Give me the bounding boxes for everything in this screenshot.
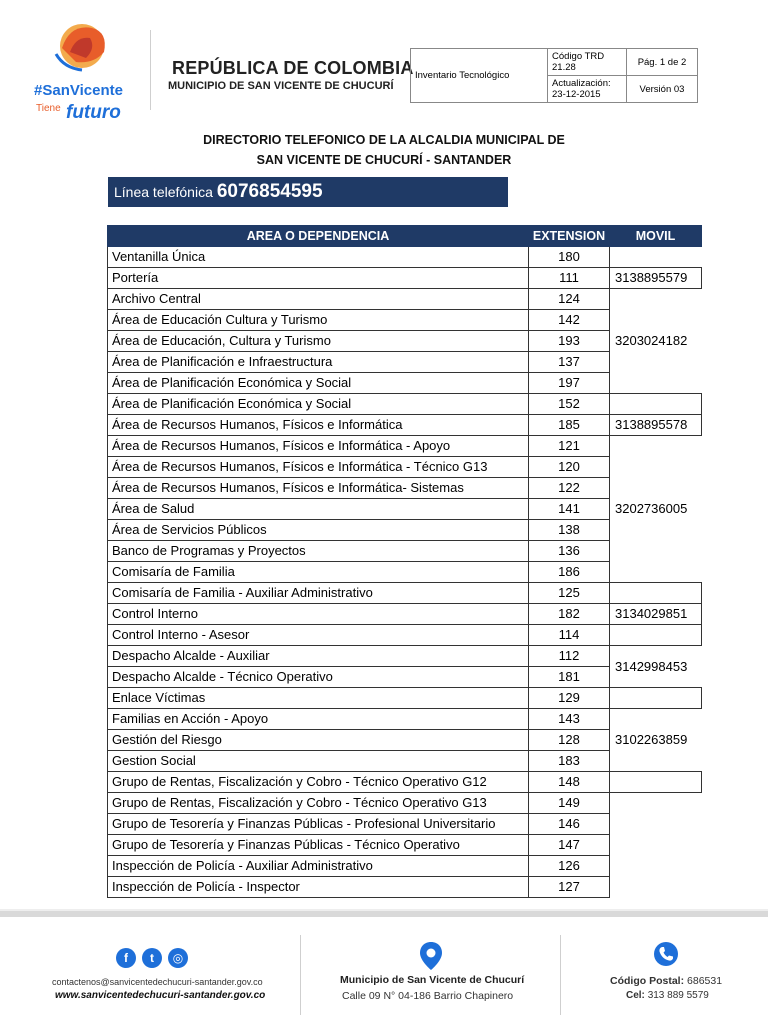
- table-row: [108, 415, 702, 436]
- area-cell: Área de Recursos Humanos, Físicos e Informática - Apoyo: [108, 436, 529, 457]
- area-cell: Control Interno: [108, 604, 529, 625]
- version-cell: Versión 03: [627, 76, 698, 103]
- table-row: [108, 247, 702, 268]
- table-row: [108, 688, 702, 709]
- table-row: [108, 436, 702, 457]
- actualizacion-cell: [548, 76, 627, 103]
- movil-cell: 3138895578: [610, 415, 702, 436]
- extension-cell: 112: [529, 646, 610, 667]
- codigo-label: Código TRD: [552, 51, 605, 62]
- inventory-cell: Inventario Tecnológico: [411, 49, 548, 103]
- municipality-subtitle: MUNICIPIO DE SAN VICENTE DE CHUCURÍ: [168, 80, 394, 92]
- logo-hashtag: #SanVicente: [34, 82, 123, 99]
- extension-cell: 114: [529, 625, 610, 646]
- table-row: [108, 793, 702, 814]
- extension-cell: 137: [529, 352, 610, 373]
- phone-line-label: Línea telefónica: [114, 184, 213, 200]
- movil-cell: [610, 772, 702, 793]
- extension-cell: 121: [529, 436, 610, 457]
- table-row: [108, 625, 702, 646]
- area-cell: Área de Servicios Públicos: [108, 520, 529, 541]
- movil-cell: 3202736005: [610, 436, 702, 583]
- table-row: [108, 583, 702, 604]
- extension-cell: 193: [529, 331, 610, 352]
- extension-cell: 143: [529, 709, 610, 730]
- table-row: [108, 772, 702, 793]
- area-cell: Grupo de Rentas, Fiscalización y Cobro - Técnico Operativo G13: [108, 793, 529, 814]
- codigo-cell: [548, 49, 627, 76]
- extension-cell: 182: [529, 604, 610, 625]
- extension-cell: 122: [529, 478, 610, 499]
- area-cell: Área de Recursos Humanos, Físicos e Informática- Sistemas: [108, 478, 529, 499]
- cel-label: Cel:: [626, 990, 645, 1001]
- area-cell: Área de Planificación Económica y Social: [108, 373, 529, 394]
- extension-cell: 148: [529, 772, 610, 793]
- actualizacion-value: 23-12-2015: [552, 89, 601, 100]
- area-cell: Enlace Víctimas: [108, 688, 529, 709]
- table-row: [108, 709, 702, 730]
- extension-cell: 141: [529, 499, 610, 520]
- extension-cell: 120: [529, 457, 610, 478]
- movil-cell: [610, 688, 702, 709]
- area-cell: Banco de Programas y Proyectos: [108, 541, 529, 562]
- table-header-row: [108, 226, 702, 247]
- movil-cell: [610, 394, 702, 415]
- extension-cell: 136: [529, 541, 610, 562]
- movil-cell: 3203024182: [610, 289, 702, 394]
- extension-cell: 149: [529, 793, 610, 814]
- extension-cell: 129: [529, 688, 610, 709]
- extension-cell: 138: [529, 520, 610, 541]
- area-cell: Control Interno - Asesor: [108, 625, 529, 646]
- extension-cell: 183: [529, 751, 610, 772]
- extension-cell: 111: [529, 268, 610, 289]
- area-cell: Portería: [108, 268, 529, 289]
- extension-cell: 186: [529, 562, 610, 583]
- republic-title: REPÚBLICA DE COLOMBIA: [172, 58, 414, 78]
- extension-cell: 127: [529, 877, 610, 898]
- facebook-icon[interactable]: f: [116, 948, 136, 968]
- area-cell: Comisaría de Familia: [108, 562, 529, 583]
- movil-cell: [610, 625, 702, 646]
- extension-cell: 185: [529, 415, 610, 436]
- table-row: [108, 394, 702, 415]
- codigo-value: 21.28: [552, 62, 576, 73]
- area-cell: Área de Planificación e Infraestructura: [108, 352, 529, 373]
- actualizacion-label: Actualización:: [552, 78, 611, 89]
- area-cell: Grupo de Rentas, Fiscalización y Cobro - Técnico Operativo G12: [108, 772, 529, 793]
- movil-cell: 3102263859: [610, 709, 702, 772]
- cell-phone: [626, 990, 709, 1001]
- cel-value: 313 889 5579: [647, 990, 709, 1001]
- area-cell: Inspección de Policía - Inspector: [108, 877, 529, 898]
- extension-cell: 142: [529, 310, 610, 331]
- extension-cell: 152: [529, 394, 610, 415]
- area-cell: Área de Educación, Cultura y Turismo: [108, 331, 529, 352]
- phone-line-number: 6076854595: [216, 181, 323, 202]
- phone-icon: [654, 942, 678, 966]
- movil-cell: 3142998453: [610, 646, 702, 688]
- area-cell: Familias en Acción - Apoyo: [108, 709, 529, 730]
- postal-code: [610, 975, 722, 987]
- extension-cell: 146: [529, 814, 610, 835]
- area-cell: Área de Salud: [108, 499, 529, 520]
- area-cell: Gestion Social: [108, 751, 529, 772]
- directory-table: [107, 225, 702, 898]
- extension-cell: 147: [529, 835, 610, 856]
- area-cell: Área de Recursos Humanos, Físicos e Informática - Técnico G13: [108, 457, 529, 478]
- table-row: [108, 604, 702, 625]
- footer-address: Calle 09 N° 04-186 Barrio Chapinero: [342, 990, 514, 1002]
- logo-tagline-b: futuro: [66, 102, 121, 123]
- area-cell: Comisaría de Familia - Auxiliar Administrativo: [108, 583, 529, 604]
- table-row: [108, 646, 702, 667]
- main-phone-bar: [108, 177, 508, 207]
- extension-cell: 197: [529, 373, 610, 394]
- table-row: [108, 268, 702, 289]
- header-movil: MOVIL: [610, 226, 702, 247]
- directory-title-line2: SAN VICENTE DE CHUCURÍ - SANTANDER: [256, 153, 512, 167]
- area-cell: Área de Planificación Económica y Social: [108, 394, 529, 415]
- extension-cell: 128: [529, 730, 610, 751]
- instagram-icon[interactable]: ◎: [168, 948, 188, 968]
- extension-cell: 181: [529, 667, 610, 688]
- area-cell: Despacho Alcalde - Técnico Operativo: [108, 667, 529, 688]
- area-cell: Área de Recursos Humanos, Físicos e Informática: [108, 415, 529, 436]
- extension-cell: 125: [529, 583, 610, 604]
- website-link[interactable]: www.sanvicentedechucuri-santander.gov.co: [55, 990, 266, 1001]
- twitter-icon[interactable]: t: [142, 948, 162, 968]
- extension-cell: 126: [529, 856, 610, 877]
- footer-divider: [560, 935, 561, 1015]
- movil-cell: [610, 247, 702, 268]
- movil-cell: 3138895579: [610, 268, 702, 289]
- logo-tagline-a: Tiene: [36, 103, 61, 114]
- area-cell: Área de Educación Cultura y Turismo: [108, 310, 529, 331]
- table-row: [108, 289, 702, 310]
- movil-cell: [610, 583, 702, 604]
- footer-divider: [300, 935, 301, 1015]
- social-links: [116, 948, 188, 968]
- contact-email[interactable]: contactenos@sanvicentedechucuri-santander.gov.co: [52, 977, 263, 987]
- municipal-logo: [30, 18, 142, 130]
- postal-label: Código Postal:: [610, 975, 685, 987]
- document-control-box: [410, 48, 698, 103]
- extension-cell: 180: [529, 247, 610, 268]
- location-pin-icon: [420, 942, 442, 975]
- header-area: AREA O DEPENDENCIA: [108, 226, 529, 247]
- area-cell: Inspección de Policía - Auxiliar Administrativo: [108, 856, 529, 877]
- area-cell: Grupo de Tesorería y Finanzas Públicas - Técnico Operativo: [108, 835, 529, 856]
- header-divider: [150, 30, 151, 110]
- movil-cell: [610, 793, 702, 898]
- area-cell: Archivo Central: [108, 289, 529, 310]
- header-extension: EXTENSION: [529, 226, 610, 247]
- area-cell: Despacho Alcalde - Auxiliar: [108, 646, 529, 667]
- footer-decorative-band: [0, 905, 768, 923]
- area-cell: Grupo de Tesorería y Finanzas Públicas - Profesional Universitario: [108, 814, 529, 835]
- page-cell: Pág. 1 de 2: [627, 49, 698, 76]
- footer-municipality: Municipio de San Vicente de Chucurí: [340, 974, 525, 986]
- area-cell: Gestión del Riesgo: [108, 730, 529, 751]
- postal-value: 686531: [687, 975, 723, 987]
- area-cell: Ventanilla Única: [108, 247, 529, 268]
- extension-cell: 124: [529, 289, 610, 310]
- movil-cell: 3134029851: [610, 604, 702, 625]
- directory-title-line1: DIRECTORIO TELEFONICO DE LA ALCALDIA MUNICIPAL DE: [203, 133, 565, 147]
